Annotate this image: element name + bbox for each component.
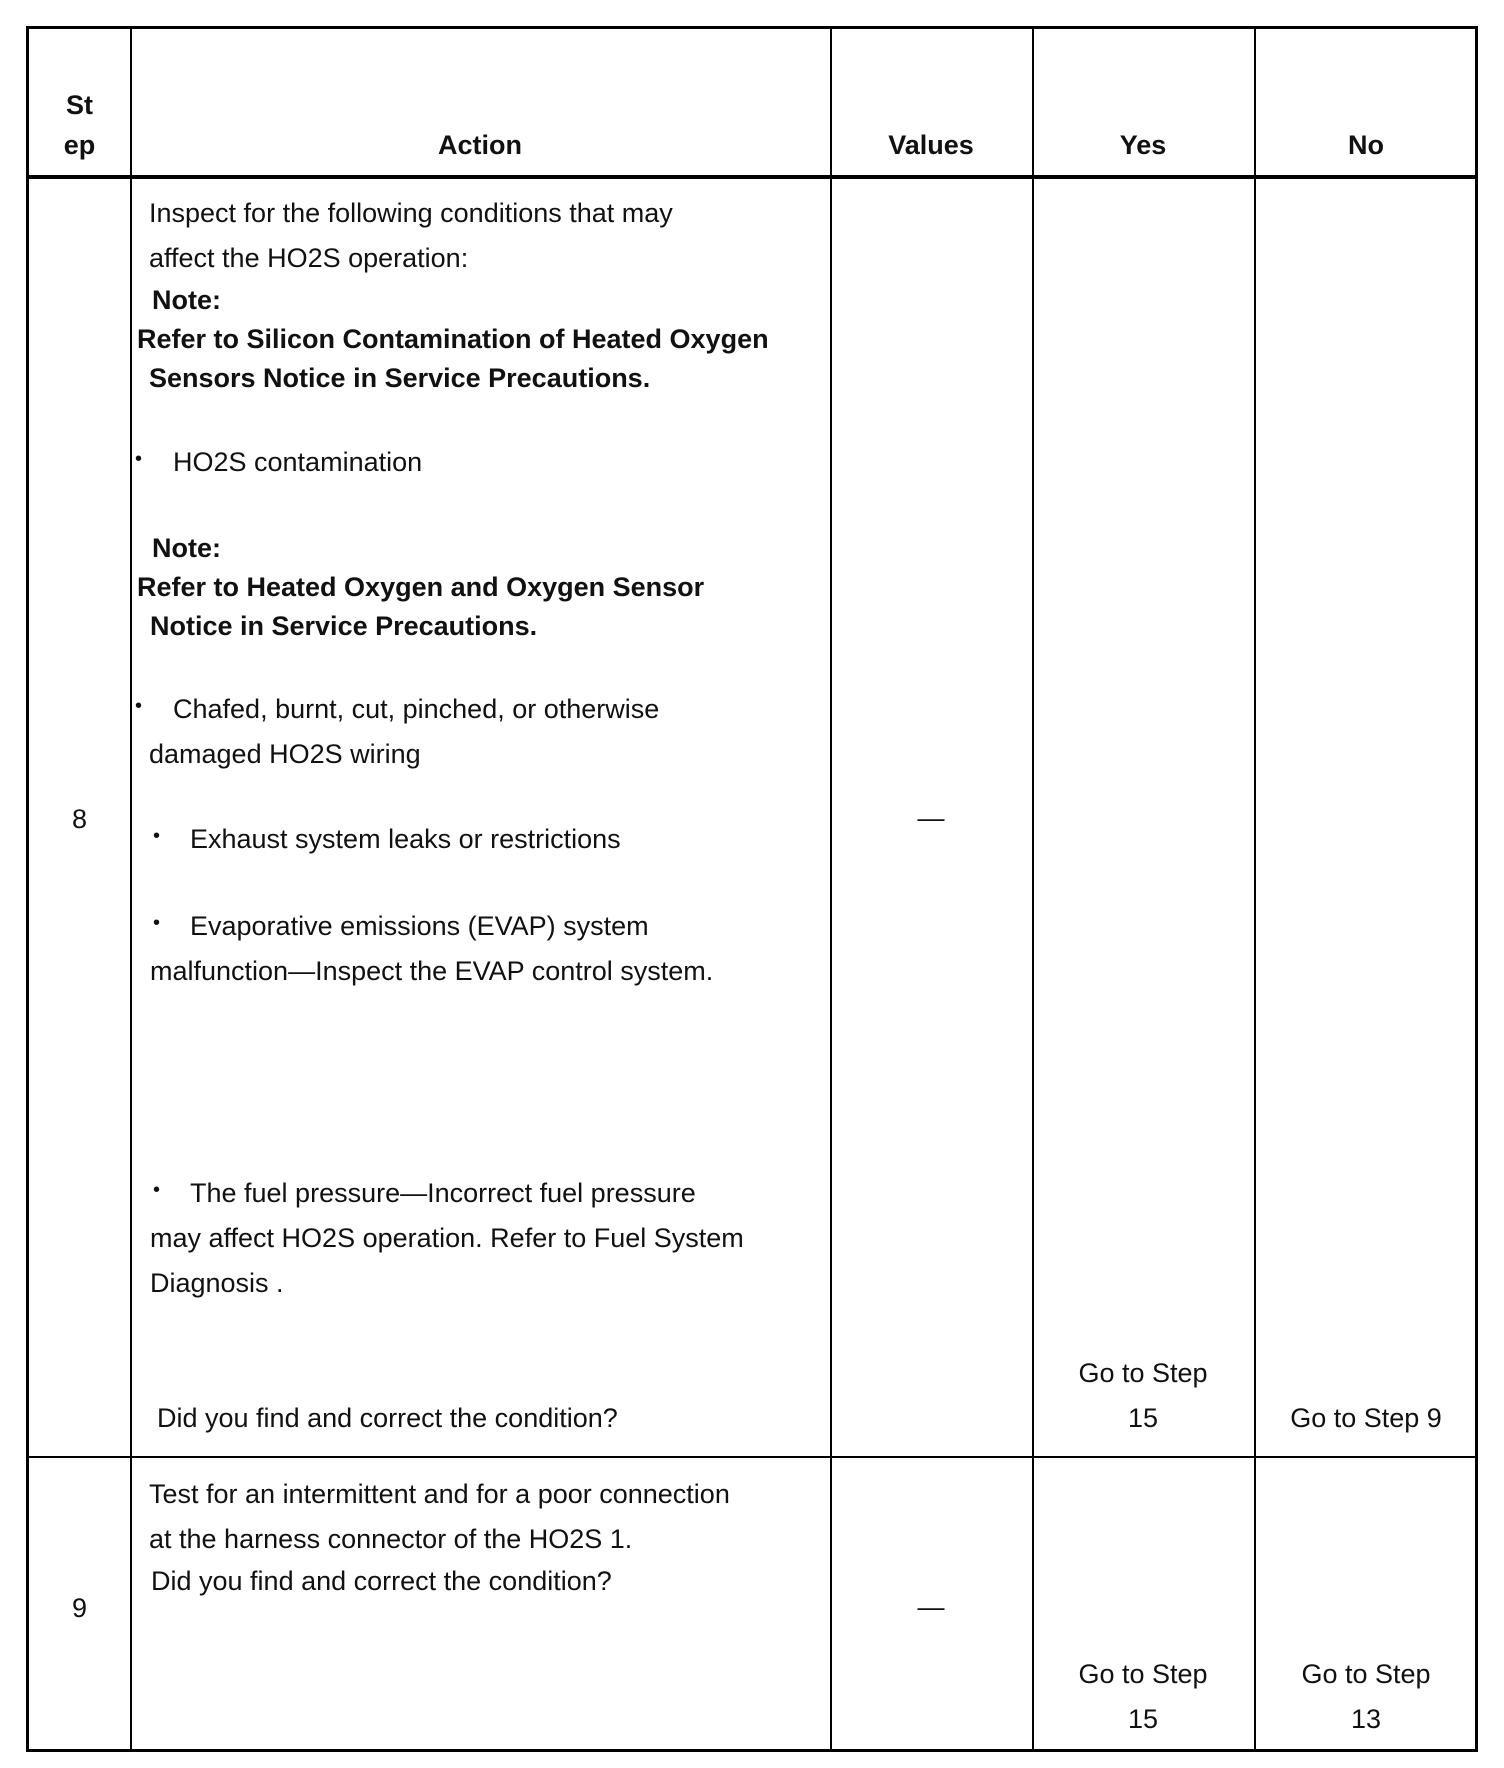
header-step-line: St xyxy=(66,90,93,120)
bullet-icon: • xyxy=(153,825,161,847)
row-divider xyxy=(29,1456,1475,1458)
header-yes: Yes xyxy=(1119,130,1167,160)
note-text: Notice in Service Precautions. xyxy=(150,611,538,641)
bullet-text: may affect HO2S operation. Refer to Fuel System xyxy=(150,1223,744,1253)
action-text: Inspect for the following conditions that may xyxy=(149,198,673,228)
yes-cell-line: Go to Step xyxy=(1078,1659,1208,1689)
action-text: Test for an intermittent and for a poor connection xyxy=(149,1479,730,1509)
step-number: 9 xyxy=(71,1593,88,1623)
header-step-line: ep xyxy=(63,130,96,160)
question-text: Did you find and correct the condition? xyxy=(157,1403,618,1433)
header-action: Action xyxy=(438,130,522,160)
column-divider xyxy=(130,29,132,1749)
bullet-text: Exhaust system leaks or restrictions xyxy=(190,824,621,854)
header-values: Values xyxy=(888,130,974,160)
no-cell-line: 13 xyxy=(1350,1704,1382,1734)
bullet-text: HO2S contamination xyxy=(173,447,423,477)
step-number: 8 xyxy=(71,804,88,834)
bullet-text: The fuel pressure—Incorrect fuel pressure xyxy=(190,1178,696,1208)
values-cell: — xyxy=(917,803,945,833)
yes-cell-line: 15 xyxy=(1127,1704,1159,1734)
bullet-text: Evaporative emissions (EVAP) system xyxy=(190,911,649,941)
bullet-text: Diagnosis . xyxy=(150,1268,284,1298)
action-text: at the harness connector of the HO2S 1. xyxy=(149,1524,633,1554)
procedure-table xyxy=(26,26,1478,1752)
bullet-text: Chafed, burnt, cut, pinched, or otherwise xyxy=(173,694,660,724)
note-label: Note: xyxy=(152,285,221,315)
values-cell: — xyxy=(917,1592,945,1622)
bullet-icon: • xyxy=(135,448,143,470)
bullet-text: damaged HO2S wiring xyxy=(149,739,421,769)
no-cell: Go to Step 9 xyxy=(1290,1403,1442,1433)
bullet-text: malfunction—Inspect the EVAP control system. xyxy=(150,956,714,986)
column-divider xyxy=(830,29,832,1749)
yes-cell-line: Go to Step xyxy=(1078,1358,1208,1388)
note-text: Sensors Notice in Service Precautions. xyxy=(149,363,651,393)
yes-cell-line: 15 xyxy=(1127,1403,1159,1433)
action-text: affect the HO2S operation: xyxy=(149,243,469,273)
column-divider xyxy=(1032,29,1034,1749)
note-label: Note: xyxy=(152,533,221,563)
header-step xyxy=(29,85,130,165)
bullet-icon: • xyxy=(135,695,143,717)
column-divider xyxy=(1254,29,1256,1749)
header-no: No xyxy=(1348,130,1384,160)
header-divider xyxy=(29,175,1475,179)
bullet-icon: • xyxy=(153,912,161,934)
no-cell-line: Go to Step xyxy=(1301,1659,1431,1689)
bullet-icon: • xyxy=(153,1179,161,1201)
note-text: Refer to Heated Oxygen and Oxygen Sensor xyxy=(137,572,705,602)
question-text: Did you find and correct the condition? xyxy=(151,1566,612,1596)
note-text: Refer to Silicon Contamination of Heated Oxygen xyxy=(137,324,769,354)
